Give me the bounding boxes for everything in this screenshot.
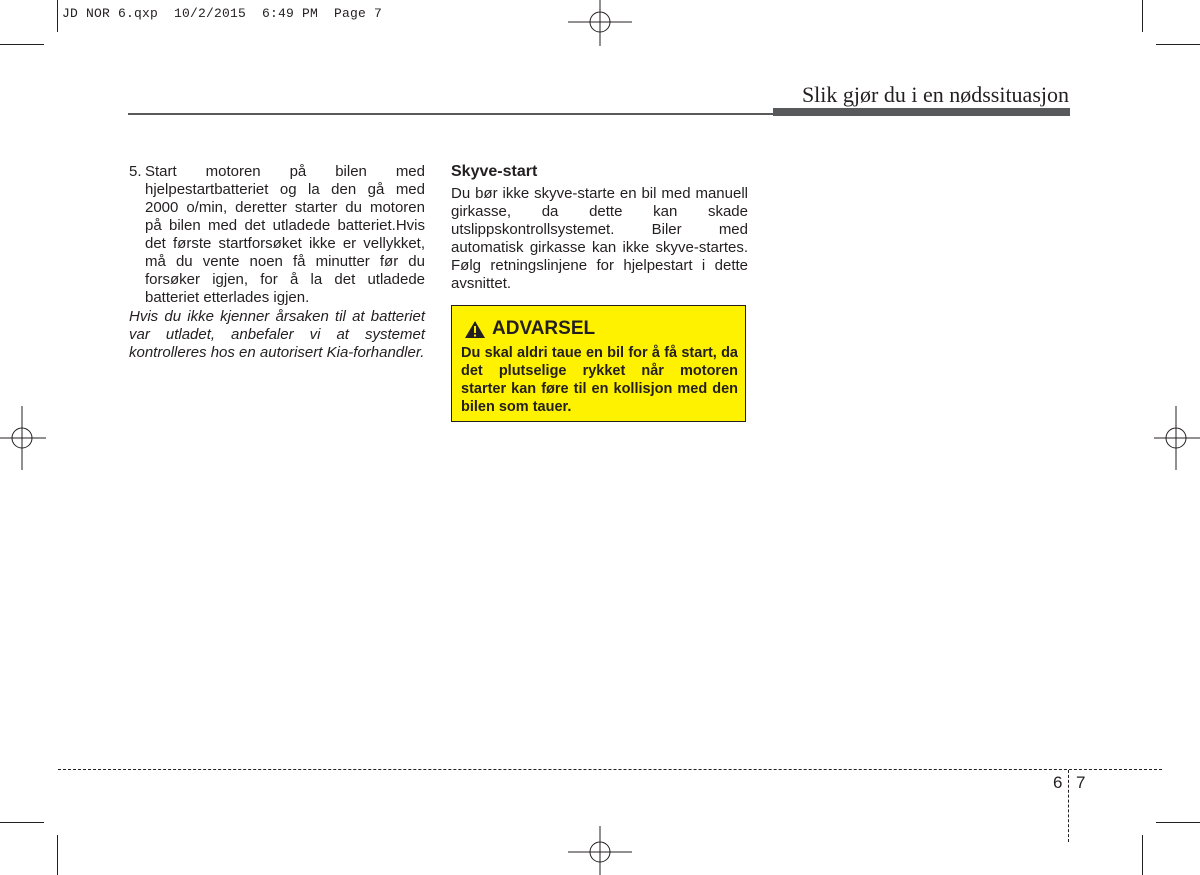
- chapter-number: 6: [1053, 773, 1063, 792]
- crop-mark: [1156, 44, 1200, 45]
- registration-mark-icon: [568, 826, 632, 875]
- header-rule: [128, 113, 773, 115]
- header-rule-bar: [773, 108, 1070, 116]
- right-column: [451, 162, 748, 293]
- crop-mark: [1142, 835, 1143, 875]
- warning-header: [464, 318, 595, 340]
- registration-mark-icon: [568, 0, 632, 46]
- step-number: 5.: [129, 163, 142, 180]
- crop-mark: [1156, 822, 1200, 823]
- page-number-divider: [1068, 770, 1069, 842]
- page-number: 7: [1076, 773, 1086, 792]
- warning-triangle-icon: [464, 320, 486, 339]
- crop-mark: [1142, 0, 1143, 32]
- warning-text: Du skal aldri taue en bil for å få start, da det plutselige rykket når motoren starter kan føre til en kollisjon med den bilen som tauer.: [461, 345, 738, 415]
- warning-box: [451, 305, 746, 422]
- step-item: [129, 163, 425, 307]
- footer-rule: [58, 769, 1162, 770]
- section-heading: Skyve-start: [451, 163, 538, 180]
- warning-title: ADVARSEL: [492, 318, 596, 339]
- registration-mark-icon: [1154, 406, 1200, 470]
- italic-note: Hvis du ikke kjenner årsaken til at batteriet var utladet, anbefaler vi at systemet kontrolleres hos en autorisert Kia-forhandler.: [129, 308, 425, 361]
- crop-mark: [57, 0, 58, 32]
- crop-mark: [0, 822, 44, 823]
- crop-mark: [0, 44, 44, 45]
- left-column: [129, 163, 425, 362]
- section-body: Du bør ikke skyve-starte en bil med manuell girkasse, da dette kan skade utslippskontrollsystemet. Biler med automatisk girkasse kan ikke skyve-startes. Følg retningslinjene for hjelpestart i dette avsnittet.: [451, 185, 748, 292]
- chapter-title: Slik gjør du i en nødssituasjon: [801, 82, 1069, 107]
- registration-mark-icon: [0, 406, 46, 470]
- print-slug: JD NOR 6.qxp 10/2/2015 6:49 PM Page 7: [62, 6, 383, 21]
- step-text: Start motoren på bilen med hjelpestartbatteriet og la den gå med 2000 o/min, deretter starter du motoren på bilen med det utladede batteriet.Hvis det første startforsøket ikke er vellykket, må du vente noen få minutter før du forsøker igjen, for å la det utladede batteriet etterlades igjen.: [145, 163, 425, 306]
- crop-mark: [57, 835, 58, 875]
